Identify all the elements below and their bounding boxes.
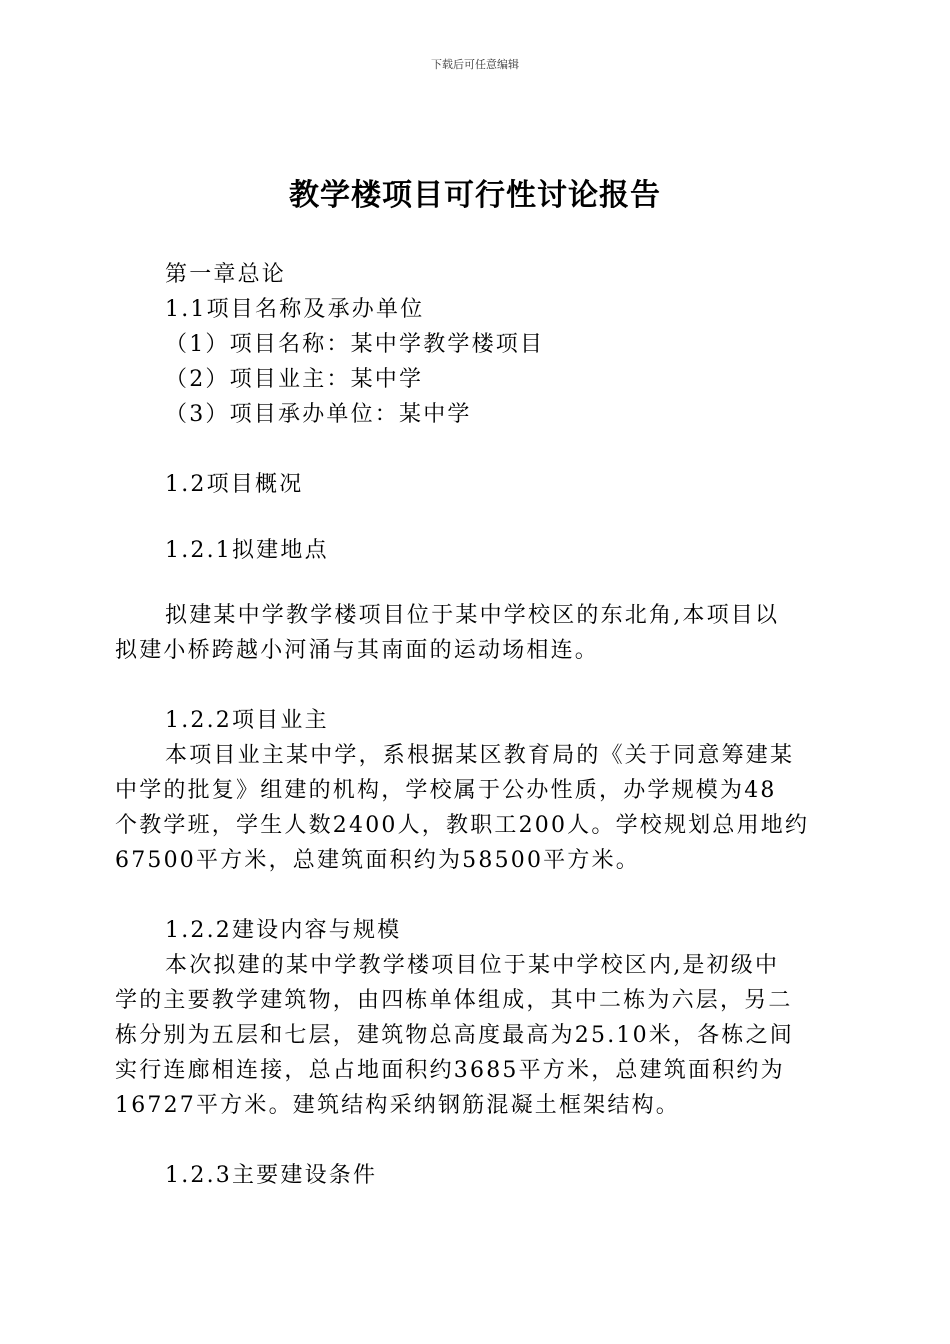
body-line: 拟建某中学教学楼项目位于某中学校区的东北角,本项目以 <box>165 603 780 628</box>
body-line: （1）项目名称：某中学教学楼项目 <box>165 332 545 357</box>
body-line: 栋分别为五层和七层，建筑物总高度最高为25.10米，各栋之间 <box>115 1023 794 1048</box>
body-line: 16727平方米。建筑结构采纳钢筋混凝土框架结构。 <box>115 1093 680 1118</box>
body-line: 1.2.2项目业主 <box>165 708 329 733</box>
body-line: 1.2.1拟建地点 <box>165 538 329 563</box>
body-line: 学的主要教学建筑物，由四栋单体组成，其中二栋为六层，另二 <box>115 988 793 1013</box>
body-line: 第一章总论 <box>165 262 287 287</box>
body-line: 1.2.3主要建设条件 <box>165 1163 378 1188</box>
body-line: 个教学班，学生人数2400人，教职工200人。学校规划总用地约 <box>115 813 810 838</box>
body-line: 中学的批复》组建的机构，学校属于公办性质，办学规模为48 <box>115 778 777 803</box>
body-line: （2）项目业主：某中学 <box>165 367 424 392</box>
body-line: 拟建小桥跨越小河涌与其南面的运动场相连。 <box>115 638 600 663</box>
body-line: （3）项目承办单位：某中学 <box>165 402 472 427</box>
body-line: 本次拟建的某中学教学楼项目位于某中学校区内,是初级中 <box>165 953 780 978</box>
body-line: 实行连廊相连接，总占地面积约3685平方米，总建筑面积约为 <box>115 1058 785 1083</box>
header-note: 下载后可任意编辑 <box>431 58 519 71</box>
body-line: 1.2项目概况 <box>165 472 304 497</box>
body-line: 67500平方米，总建筑面积约为58500平方米。 <box>115 848 640 873</box>
body-line: 1.1项目名称及承办单位 <box>165 297 425 322</box>
body-line: 1.2.2建设内容与规模 <box>165 918 402 943</box>
body-line: 本项目业主某中学，系根据某区教育局的《关于同意筹建某 <box>165 743 795 768</box>
document-title: 教学楼项目可行性讨论报告 <box>289 178 661 213</box>
